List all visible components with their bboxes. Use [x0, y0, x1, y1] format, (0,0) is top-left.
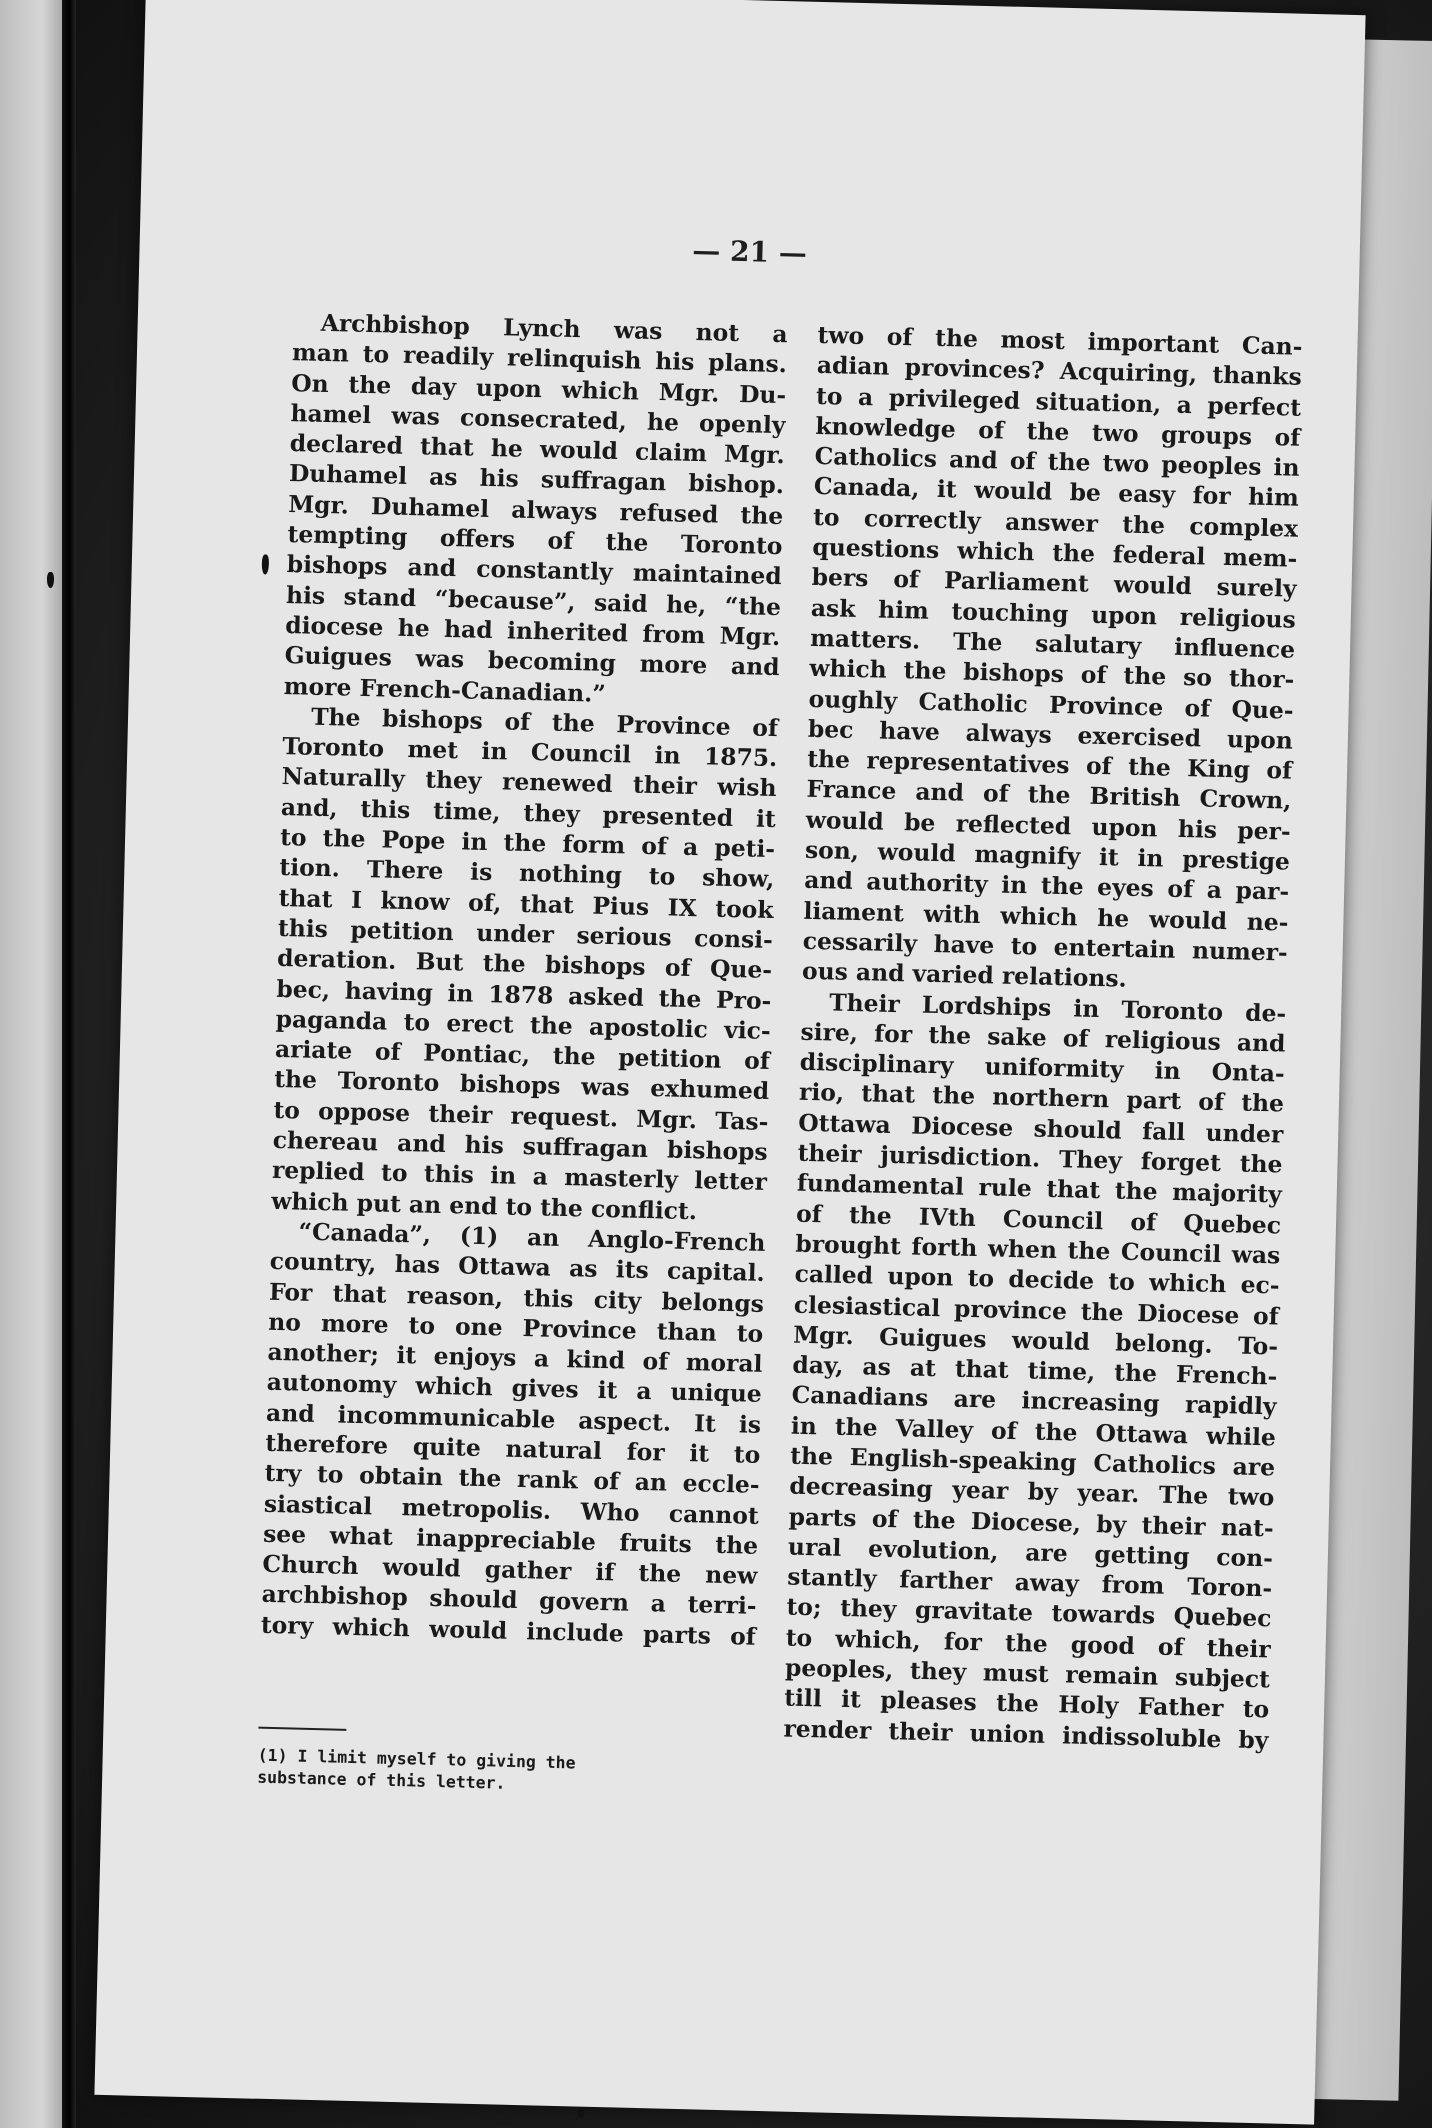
text-line: that I know of, that Pius IX took	[278, 883, 774, 924]
left-text-column	[261, 307, 788, 1652]
text-line: their jurisdiction. They forget the	[797, 1138, 1283, 1179]
document-page	[94, 0, 1365, 2125]
footnote-separator	[258, 1727, 346, 1731]
text-line: to a privileged situation, a perfect	[815, 381, 1302, 422]
text-line: Ottawa Diocese should fall under	[798, 1108, 1284, 1149]
text-line: his stand “because”, said he, “the	[285, 580, 782, 621]
text-line: till it pleases the Holy Father to	[783, 1683, 1270, 1724]
text-line: stantly farther away from Toron-	[786, 1562, 1273, 1603]
text-line: son, would magnify it in prestige	[804, 835, 1291, 876]
margin-mark	[578, 2108, 584, 2118]
text-line: bec, having in 1878 asked the Pro-	[276, 974, 772, 1015]
margin-mark	[262, 554, 269, 574]
text-line: archbishop should govern a terri-	[261, 1580, 757, 1621]
text-line: For that reason, this city belongs	[268, 1277, 765, 1318]
text-line: would be reflected upon his per-	[805, 805, 1291, 846]
text-line: to the Pope in the form of a peti-	[279, 822, 776, 864]
text-line: to; they gravitate towards Quebec	[786, 1593, 1272, 1633]
text-line: rio, that the northern part of the	[798, 1078, 1285, 1118]
text-line: to oppose their request. Mgr. Tas-	[273, 1095, 769, 1136]
text-line: siastical metropolis. Who cannot	[263, 1489, 760, 1530]
footnote	[257, 1745, 758, 1801]
text-line: bishops and constantly maintained	[286, 550, 783, 591]
text-line: man to readily relinquish his plans.	[291, 338, 788, 379]
text-line: autonomy which gives it a unique	[266, 1368, 763, 1409]
text-line: disciplinary uniformity in Onta-	[799, 1047, 1286, 1088]
text-line: paganda to erect the apostolic vic-	[275, 1004, 771, 1045]
text-line: another; it enjoys a kind of moral	[267, 1337, 763, 1378]
text-line: hamel was consecrated, he openly	[290, 398, 786, 440]
text-line: Church would gather if the new	[262, 1549, 758, 1590]
text-line: brought forth when the Council was	[795, 1229, 1281, 1270]
text-line: fundamental rule that the majority	[796, 1168, 1283, 1209]
text-line: tion. There is nothing to show,	[279, 853, 775, 894]
text-line: and, this time, they presented it	[280, 792, 777, 833]
text-line: bers of Parliament would surely	[811, 563, 1297, 604]
text-line: liament with which he would ne-	[803, 896, 1289, 937]
text-line: which the bishops of the so thor-	[809, 654, 1295, 694]
text-line: which put an end to the conflict.	[270, 1186, 698, 1225]
text-line: declared that he would claim Mgr.	[289, 429, 786, 470]
text-line: questions which the federal mem-	[812, 532, 1298, 573]
page-number: — 21 —	[692, 233, 808, 270]
text-line: Toronto met in Council in 1875.	[282, 732, 778, 773]
text-line: the English-speaking Catholics are	[789, 1441, 1276, 1482]
text-line: Duhamel as his suffragan bishop.	[288, 459, 785, 500]
text-line: ous and varied relations.	[801, 956, 1128, 993]
text-line: France and of the British Crown,	[806, 775, 1292, 816]
text-line: ariate of Pontiac, the petition of	[274, 1035, 771, 1076]
text-line: ural evolution, are getting con-	[787, 1532, 1274, 1573]
text-line: Mgr. Guigues would belong. To-	[792, 1320, 1279, 1361]
footnote-line: substance of this letter.	[256, 1767, 506, 1793]
text-line: adian provinces? Acquiring, thanks	[816, 351, 1303, 392]
text-line: this petition under serious consi-	[277, 913, 774, 954]
text-line: Guigues was becoming more and	[284, 641, 780, 682]
text-line: see what inappreciable fruits the	[262, 1519, 759, 1560]
text-line: try to obtain the rank of an eccle-	[264, 1459, 760, 1500]
text-line: of the IVth Council of Quebec	[795, 1199, 1282, 1240]
text-line: matters. The salutary influence	[809, 623, 1296, 664]
text-line: clesiastical province the Diocese of	[793, 1290, 1280, 1330]
text-line: no more to one Province than to	[268, 1307, 764, 1348]
text-line: Canada, it would be easy for him	[813, 472, 1300, 513]
text-line: and authority in the eyes of a par-	[803, 866, 1290, 906]
text-line: bec have always exercised upon	[807, 714, 1294, 755]
text-line: Archbishop Lynch was not a	[320, 308, 788, 349]
right-text-column	[783, 320, 1303, 1755]
text-line: cessarily have to entertain numer-	[802, 926, 1289, 967]
text-line: to correctly answer the complex	[812, 502, 1299, 543]
text-line: The bishops of the Province of	[310, 702, 779, 742]
text-line: “Canada”, (1) an Anglo-French	[298, 1217, 766, 1257]
footnote-line: (1) I limit myself to giving the	[257, 1745, 576, 1773]
text-line: Mgr. Duhamel always refused the	[287, 489, 784, 530]
text-line: Canadians are increasing rapidly	[791, 1381, 1277, 1421]
text-line: in the Valley of the Ottawa while	[790, 1411, 1277, 1452]
text-line: more French-Canadian.”	[283, 671, 607, 708]
text-line: sire, for the sake of religious and	[800, 1017, 1286, 1058]
text-line: chereau and his suffragan bishops	[272, 1125, 768, 1166]
text-line: day, as at that time, the French-	[792, 1350, 1278, 1391]
text-line: Naturally they renewed their wish	[281, 762, 777, 803]
margin-mark	[47, 572, 54, 588]
text-line: knowledge of the two groups of	[815, 411, 1301, 452]
text-line: diocese he had inherited from Mgr.	[285, 610, 781, 652]
text-line: the Toronto bishops was exhumed	[273, 1065, 770, 1106]
text-line: render their union indissoluble by	[783, 1714, 1269, 1755]
text-line: decreasing year by year. The two	[789, 1471, 1275, 1512]
previous-page-edge	[0, 0, 70, 2128]
text-line: therefore quite natural for it to	[265, 1428, 761, 1469]
text-line: to which, for the good of their	[785, 1623, 1271, 1664]
text-line: and incommunicable aspect. It is	[265, 1398, 762, 1439]
text-line: Their Lordships in Toronto de-	[828, 987, 1287, 1028]
text-line: deration. But the bishops of Que-	[276, 944, 773, 985]
book-spine	[62, 0, 76, 2128]
text-line: replied to this in a masterly letter	[271, 1156, 768, 1197]
text-line: country, has Ottawa as its capital.	[269, 1247, 766, 1288]
text-line: called upon to decide to which ec-	[794, 1259, 1280, 1300]
text-line: tory which would include parts of	[260, 1610, 757, 1651]
text-line: the representatives of the King of	[806, 744, 1293, 785]
text-line: tempting offers of the Toronto	[287, 520, 783, 561]
text-line: On the day upon which Mgr. Du-	[290, 368, 787, 409]
text-line: two of the most important Can-	[817, 320, 1303, 361]
text-line: peoples, they must remain subject	[784, 1653, 1271, 1694]
text-line: Catholics and of the two peoples in	[814, 442, 1300, 482]
text-line: parts of the Diocese, by their nat-	[788, 1502, 1274, 1542]
text-line: oughly Catholic Province of Que-	[808, 684, 1294, 725]
text-line: ask him touching upon religious	[810, 593, 1297, 634]
